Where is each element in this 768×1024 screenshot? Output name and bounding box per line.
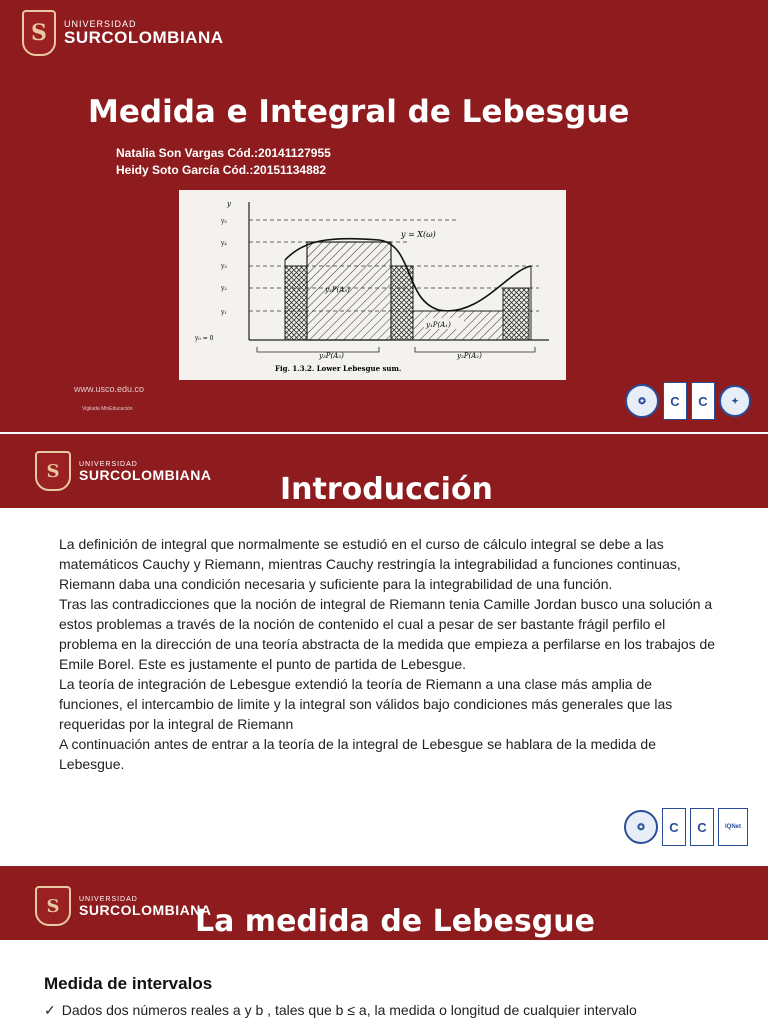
shield-icon: S: [35, 886, 71, 926]
area-label: y₃P(A₃): [319, 352, 344, 360]
y-tick-label: y₄: [221, 240, 227, 247]
university-logo: [35, 886, 212, 926]
lebesgue-measure-slide: [0, 866, 768, 1024]
colombia-seal-icon: ✪: [625, 384, 659, 418]
university-name: SURCOLOMBIANA: [64, 28, 224, 47]
university-small-label: UNIVERSIDAD: [64, 19, 137, 29]
slide-header: [0, 866, 768, 940]
y-tick-label: y₀ = 0: [195, 335, 214, 342]
university-small-label: UNIVERSIDAD: [79, 460, 138, 468]
area-label: y₂P(A₂): [457, 352, 482, 360]
presentation-title: Medida e Integral de Lebesgue: [88, 94, 630, 130]
paragraph: A continuación antes de entrar a la teoría de la integral de Lebesgue se hablara de la medida de Lebesgue.: [59, 736, 656, 772]
shield-icon: S: [35, 451, 71, 491]
y-tick-label: y₃: [221, 263, 227, 270]
website-link[interactable]: www.usco.edu.co: [74, 384, 145, 394]
icontec-badge-icon: C: [662, 808, 686, 846]
y-tick-label: y₁: [221, 309, 227, 316]
area-label: y₁P(A₁): [426, 321, 451, 329]
y-tick-label: y₅: [221, 218, 227, 225]
paragraph: La definición de integral que normalmente se estudió en el curso de cálculo integral se debe a las matemáticos Cauchy y Riemann, mientras Cauchy restringía la integrabilidad a funciones continuas, Riemann daba una condición necesaria y suficiente para la integrabilidad de una función.: [59, 536, 681, 592]
figure-caption: Fig. 1.3.2. Lower Lebesgue sum.: [275, 364, 402, 373]
university-small-label: UNIVERSIDAD: [79, 895, 138, 903]
title-slide: [0, 0, 768, 432]
lebesgue-measure-content: [44, 974, 744, 1019]
university-logo: [35, 451, 212, 491]
certification-logos: [624, 808, 748, 846]
vigilada-label: Vigilada MinEducación: [82, 406, 133, 412]
bullet-item: [44, 1002, 744, 1019]
y-tick-label: y₂: [221, 285, 227, 292]
y-axis-label: y: [227, 200, 231, 208]
university-name: SURCOLOMBIANA: [79, 901, 212, 918]
university-name: SURCOLOMBIANA: [79, 466, 212, 483]
slide-title: La medida de Lebesgue: [195, 904, 595, 939]
bullet-text: Dados dos números reales a y b , tales que b ≤ a, la medida o longitud de cualquier intervalo: [61, 1002, 637, 1018]
colombia-seal-icon: ✪: [624, 810, 658, 844]
paragraph: Tras las contradicciones que la noción de integral de Riemann tenia Camille Jordan busco una solución a estos problemas a través de la noción de contenido el cual a pesar de ser bastante frágil perfilo el problema en la dirección de una teoría abstracta de la medida que empieza a perfilarse en los trabajos de Emile Borel. Este es justamente el punto de partida de Lebesgue.: [59, 596, 716, 672]
icontec-badge-icon: C: [663, 382, 687, 420]
introduction-text: [59, 534, 719, 774]
slide-title: Introducción: [280, 472, 493, 507]
slide-header: [0, 434, 768, 508]
iqnet-badge-icon: IQNet: [718, 808, 748, 846]
introduction-slide: [0, 434, 768, 864]
section-subtitle: Medida de intervalos: [44, 974, 213, 993]
curve-label: y = X(ω): [401, 230, 436, 239]
author-line: Heidy Soto García Cód.:20151134882: [116, 163, 327, 177]
author-line: Natalia Son Vargas Cód.:20141127955: [116, 146, 331, 160]
icontec-badge-icon: C: [690, 808, 714, 846]
certification-logos: [625, 382, 751, 420]
university-logo: [22, 10, 224, 56]
icontec-badge-icon: C: [691, 382, 715, 420]
paragraph: La teoría de integración de Lebesgue extendió la teoría de Riemann a una clase más amplia de funciones, el intercambio de limite y la integral son válidos bajo condiciones más generales que las requeridas por la integral de Riemann: [59, 676, 673, 732]
lebesgue-sum-figure: [179, 190, 566, 380]
shield-icon: S: [22, 10, 56, 56]
checkmark-icon: ✓: [44, 1002, 56, 1018]
lebesgue-sum-diagram: [179, 190, 566, 380]
area-label: y₃P(A₃): [325, 286, 350, 294]
certification-seal-icon: ✦: [719, 385, 751, 417]
